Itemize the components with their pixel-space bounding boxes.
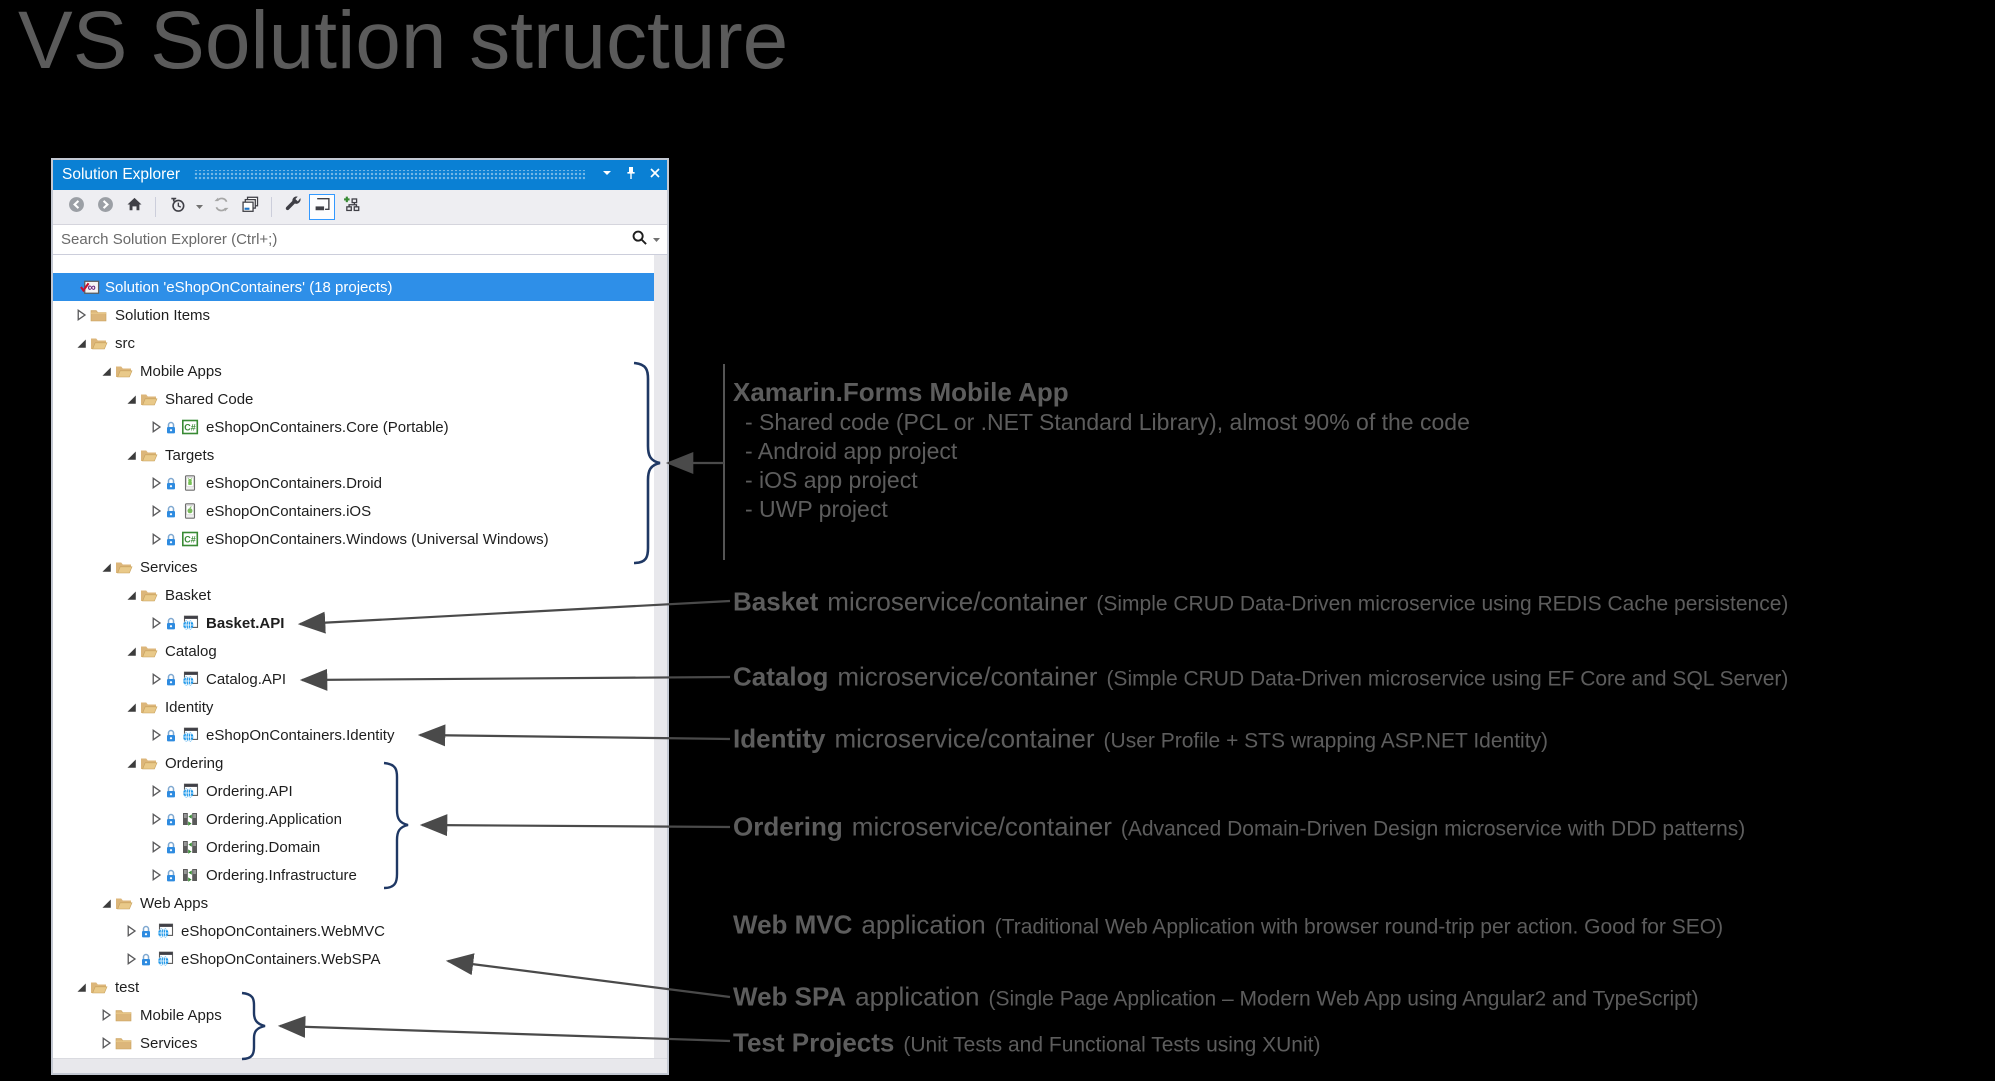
panel-title: Solution Explorer — [62, 166, 181, 183]
annotation-lead: Web MVC — [733, 909, 853, 940]
annotation-mid: microservice/container — [837, 661, 1098, 692]
annotation-mid: microservice/container — [834, 723, 1095, 754]
tree-item-label: Mobile Apps — [140, 362, 222, 380]
tree-item-label: eShopOnContainers.Identity — [206, 726, 395, 744]
annotation-bullet: - UWP project — [745, 496, 888, 522]
annotation-callout — [733, 587, 1788, 618]
tree-item-label: eShopOnContainers.Droid — [206, 474, 382, 492]
annotation-lead: Catalog — [733, 661, 829, 692]
annotation-detail: (Single Page Application – Modern Web App using Angular2 and TypeScript) — [988, 987, 1699, 1011]
tree-item-label: Identity — [165, 698, 214, 716]
annotation-lead: Web SPA — [733, 981, 847, 1012]
annotation-detail: (Simple CRUD Data-Driven microservice using REDIS Cache persistence) — [1096, 592, 1789, 616]
svg-text:∞: ∞ — [87, 281, 96, 294]
tree-item-label: Ordering.Infrastructure — [206, 866, 357, 884]
tree-item-label: Solution Items — [115, 306, 211, 324]
annotation-callout — [733, 1028, 1320, 1059]
annotation-callout — [733, 662, 1788, 693]
annotation-callout — [733, 910, 1723, 941]
annotation-lead: Identity — [733, 723, 826, 754]
annotation-bullet: - iOS app project — [745, 467, 918, 493]
annotation-bullet: - Android app project — [745, 438, 958, 464]
tree-item-label: eShopOnContainers.WebSPA — [181, 950, 381, 968]
tree-item-label: eShopOnContainers.Windows (Universal Windows) — [206, 530, 549, 548]
tree-item-label: Services — [140, 1034, 198, 1052]
annotation-callout — [733, 724, 1548, 755]
annotation-heading: Xamarin.Forms Mobile App — [733, 377, 1069, 407]
tree-item-label: Ordering.Domain — [206, 838, 321, 856]
xamarin-annotation-block — [733, 376, 1470, 524]
tree-item-label: Mobile Apps — [140, 1006, 222, 1024]
tree-item-label: Basket — [165, 586, 211, 604]
tree-item-label: Solution 'eShopOnContainers' (18 projects) — [105, 278, 393, 296]
svg-text:C#: C# — [184, 534, 196, 545]
annotation-mid: application — [855, 981, 980, 1012]
annotation-bullet: - Shared code (PCL or .NET Standard Library), almost 90% of the code — [745, 409, 1470, 435]
tree-item-label: Shared Code — [165, 390, 254, 408]
tree-item-label: Catalog — [165, 642, 217, 660]
tree-item-label: Web Apps — [140, 894, 209, 912]
page-title: VS Solution structure — [18, 0, 789, 86]
tree-item-label: Catalog.API — [206, 670, 287, 688]
tree-item-label: Ordering.Application — [206, 810, 342, 828]
annotation-lead: Ordering — [733, 811, 843, 842]
tree-item-label: Services — [140, 558, 198, 576]
annotation-lead: Basket — [733, 586, 819, 617]
tree-item-label: eShopOnContainers.WebMVC — [181, 922, 385, 940]
annotation-detail: (Advanced Domain-Driven Design microservice with DDD patterns) — [1120, 817, 1746, 841]
tree-item-label: Targets — [165, 446, 215, 464]
tree-item-label: src — [115, 334, 135, 352]
tree-item-label: Ordering.API — [206, 782, 293, 800]
tree-item-label: test — [115, 978, 140, 996]
annotation-callout — [733, 812, 1745, 843]
annotation-detail: (Unit Tests and Functional Tests using XUnit) — [903, 1033, 1321, 1057]
tree-item-label: eShopOnContainers.Core (Portable) — [206, 418, 449, 436]
annotation-mid: microservice/container — [851, 811, 1112, 842]
tree-item-label: eShopOnContainers.iOS — [206, 502, 372, 520]
annotation-detail: (Simple CRUD Data-Driven microservice using EF Core and SQL Server) — [1106, 667, 1789, 691]
annotation-callout — [733, 982, 1699, 1013]
svg-text:C#: C# — [184, 422, 196, 433]
annotation-mid: application — [861, 909, 986, 940]
annotation-mid: microservice/container — [827, 586, 1088, 617]
tree-item-label: Ordering — [165, 754, 224, 772]
annotation-detail: (User Profile + STS wrapping ASP.NET Identity) — [1103, 729, 1549, 753]
annotation-lead: Test Projects — [733, 1027, 895, 1058]
tree-item-label: Basket.API — [206, 614, 285, 632]
annotation-detail: (Traditional Web Application with browser round-trip per action. Good for SEO) — [994, 915, 1724, 939]
